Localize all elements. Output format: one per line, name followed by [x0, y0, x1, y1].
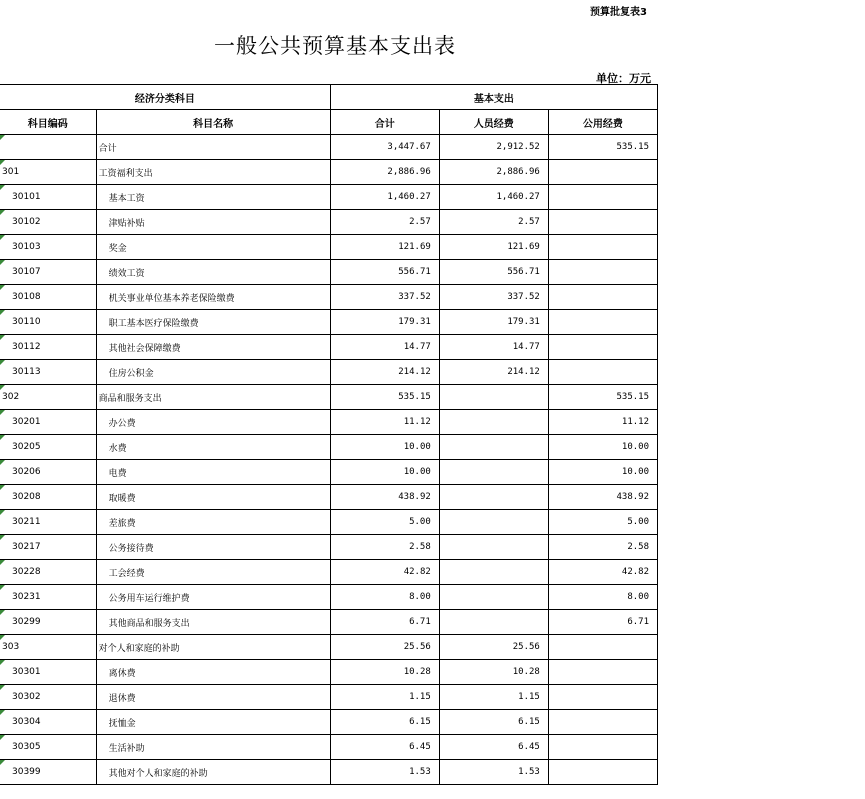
cell-total: 438.92 [330, 485, 439, 510]
basic-expense-header: 基本支出 [330, 85, 657, 110]
cell-name: 抚恤金 [96, 710, 330, 735]
cell-flag-icon [0, 710, 5, 715]
cell-personnel: 2.57 [439, 210, 548, 235]
cell-flag-icon [0, 510, 5, 515]
cell-personnel: 121.69 [439, 235, 548, 260]
cell-code [0, 510, 96, 535]
cell-total: 214.12 [330, 360, 439, 385]
cell-code [0, 685, 96, 710]
cell-code-text: 30201 [12, 417, 41, 427]
cell-code [0, 410, 96, 435]
cell-personnel: 6.15 [439, 710, 548, 735]
cell-name: 津贴补贴 [96, 210, 330, 235]
page-title: 一般公共预算基本支出表 [214, 34, 456, 58]
col-header-personnel: 人员经费 [439, 110, 548, 135]
cell-flag-icon [0, 635, 5, 640]
cell-public: 10.00 [548, 460, 657, 485]
table-row [0, 510, 658, 535]
cell-public [548, 185, 657, 210]
table-row [0, 260, 658, 285]
cell-personnel: 10.28 [439, 660, 548, 685]
cell-code [0, 235, 96, 260]
cell-personnel [439, 510, 548, 535]
cell-code [0, 185, 96, 210]
cell-public [548, 685, 657, 710]
cell-flag-icon [0, 385, 5, 390]
cell-flag-icon [0, 185, 5, 190]
cell-code [0, 435, 96, 460]
cell-public: 42.82 [548, 560, 657, 585]
cell-total: 14.77 [330, 335, 439, 360]
cell-personnel: 1.53 [439, 760, 548, 785]
cell-total: 337.52 [330, 285, 439, 310]
cell-code-text: 30305 [12, 742, 41, 752]
cell-public [548, 285, 657, 310]
cell-name: 生活补助 [96, 735, 330, 760]
cell-code [0, 710, 96, 735]
cell-code [0, 335, 96, 360]
cell-code [0, 135, 96, 160]
cell-total: 1.53 [330, 760, 439, 785]
table-row [0, 685, 658, 710]
cell-personnel: 1.15 [439, 685, 548, 710]
cell-public: 535.15 [548, 385, 657, 410]
cell-total: 10.00 [330, 460, 439, 485]
cell-public [548, 735, 657, 760]
table-number-label: 预算批复表3 [590, 7, 647, 18]
cell-code-text: 302 [2, 392, 20, 402]
cell-flag-icon [0, 535, 5, 540]
cell-code-text: 30113 [12, 367, 41, 377]
cell-personnel [439, 385, 548, 410]
table-row [0, 485, 658, 510]
cell-code [0, 585, 96, 610]
cell-personnel: 25.56 [439, 635, 548, 660]
cell-personnel: 2,886.96 [439, 160, 548, 185]
table-row [0, 710, 658, 735]
table-row [0, 660, 658, 685]
cell-code [0, 560, 96, 585]
table-row [0, 385, 658, 410]
cell-name: 其他社会保障缴费 [96, 335, 330, 360]
cell-public [548, 360, 657, 385]
cell-flag-icon [0, 735, 5, 740]
cell-code [0, 660, 96, 685]
cell-total: 11.12 [330, 410, 439, 435]
cell-code-text: 30304 [12, 717, 41, 727]
cell-total: 1,460.27 [330, 185, 439, 210]
cell-total: 2.58 [330, 535, 439, 560]
table-row [0, 560, 658, 585]
cell-name: 机关事业单位基本养老保险缴费 [96, 285, 330, 310]
table-row [0, 535, 658, 560]
cell-personnel: 179.31 [439, 310, 548, 335]
cell-total: 25.56 [330, 635, 439, 660]
cell-name: 奖金 [96, 235, 330, 260]
table-row [0, 310, 658, 335]
cell-code-text: 30228 [12, 567, 41, 577]
cell-code-text: 30231 [12, 592, 41, 602]
cell-personnel: 556.71 [439, 260, 548, 285]
cell-name: 其他对个人和家庭的补助 [96, 760, 330, 785]
cell-name: 退休费 [96, 685, 330, 710]
cell-total: 6.45 [330, 735, 439, 760]
cell-personnel: 6.45 [439, 735, 548, 760]
cell-personnel [439, 435, 548, 460]
cell-code-text: 30211 [12, 517, 41, 527]
cell-personnel [439, 610, 548, 635]
table-row [0, 160, 658, 185]
cell-flag-icon [0, 610, 5, 615]
budget-table [0, 84, 658, 785]
cell-name: 住房公积金 [96, 360, 330, 385]
cell-flag-icon [0, 660, 5, 665]
cell-code [0, 310, 96, 335]
cell-flag-icon [0, 485, 5, 490]
table-row [0, 435, 658, 460]
cell-code-text: 30108 [12, 292, 41, 302]
cell-flag-icon [0, 335, 5, 340]
cell-name: 工资福利支出 [96, 160, 330, 185]
cell-public: 11.12 [548, 410, 657, 435]
cell-total: 535.15 [330, 385, 439, 410]
col-header-public: 公用经费 [548, 110, 657, 135]
cell-total: 5.00 [330, 510, 439, 535]
cell-flag-icon [0, 410, 5, 415]
cell-total: 3,447.67 [330, 135, 439, 160]
col-header-total: 合计 [330, 110, 439, 135]
table-row [0, 760, 658, 785]
cell-code [0, 210, 96, 235]
cell-name: 合计 [96, 135, 330, 160]
table-row [0, 735, 658, 760]
cell-public [548, 310, 657, 335]
cell-code-text: 30299 [12, 617, 41, 627]
cell-flag-icon [0, 260, 5, 265]
cell-flag-icon [0, 460, 5, 465]
cell-code [0, 260, 96, 285]
cell-code-text: 303 [2, 642, 20, 652]
cell-total: 42.82 [330, 560, 439, 585]
cell-public: 8.00 [548, 585, 657, 610]
cell-name: 工会经费 [96, 560, 330, 585]
cell-flag-icon [0, 685, 5, 690]
cell-public [548, 160, 657, 185]
cell-code-text: 30110 [12, 317, 41, 327]
table-row [0, 610, 658, 635]
cell-personnel: 2,912.52 [439, 135, 548, 160]
cell-personnel [439, 535, 548, 560]
cell-name: 离休费 [96, 660, 330, 685]
cell-flag-icon [0, 360, 5, 365]
cell-public [548, 660, 657, 685]
cell-public: 10.00 [548, 435, 657, 460]
cell-code [0, 160, 96, 185]
cell-flag-icon [0, 210, 5, 215]
table-row [0, 185, 658, 210]
table-row [0, 235, 658, 260]
cell-public [548, 210, 657, 235]
cell-name: 公务用车运行维护费 [96, 585, 330, 610]
cell-code-text: 30205 [12, 442, 41, 452]
cell-public [548, 710, 657, 735]
cell-total: 8.00 [330, 585, 439, 610]
cell-total: 6.15 [330, 710, 439, 735]
cell-name: 办公费 [96, 410, 330, 435]
cell-name: 职工基本医疗保险缴费 [96, 310, 330, 335]
table-row [0, 285, 658, 310]
cell-public: 5.00 [548, 510, 657, 535]
cell-public [548, 760, 657, 785]
cell-code [0, 385, 96, 410]
cell-flag-icon [0, 760, 5, 765]
unit-label: 单位：万元 [596, 72, 651, 85]
cell-code-text: 30217 [12, 542, 41, 552]
cell-code-text: 30399 [12, 767, 41, 777]
cell-code [0, 360, 96, 385]
cell-name: 基本工资 [96, 185, 330, 210]
cell-public: 2.58 [548, 535, 657, 560]
cell-code-text: 30302 [12, 692, 41, 702]
cell-total: 6.71 [330, 610, 439, 635]
cell-code-text: 30102 [12, 217, 41, 227]
cell-total: 10.00 [330, 435, 439, 460]
cell-flag-icon [0, 235, 5, 240]
cell-personnel [439, 585, 548, 610]
table-row [0, 210, 658, 235]
cell-code-text: 30301 [12, 667, 41, 677]
col-header-code: 科目编码 [0, 110, 96, 135]
table-row [0, 135, 658, 160]
cell-public: 535.15 [548, 135, 657, 160]
cell-code-text: 30206 [12, 467, 41, 477]
cell-name: 绩效工资 [96, 260, 330, 285]
cell-name: 商品和服务支出 [96, 385, 330, 410]
table-row [0, 460, 658, 485]
cell-code-text: 30103 [12, 242, 41, 252]
cell-total: 10.28 [330, 660, 439, 685]
cell-name: 电费 [96, 460, 330, 485]
cell-personnel: 14.77 [439, 335, 548, 360]
cell-code-text: 30107 [12, 267, 41, 277]
table-row [0, 335, 658, 360]
econ-class-header: 经济分类科目 [0, 85, 330, 110]
table-row [0, 360, 658, 385]
cell-code [0, 460, 96, 485]
cell-code-text: 30208 [12, 492, 41, 502]
cell-total: 2.57 [330, 210, 439, 235]
cell-flag-icon [0, 135, 5, 140]
cell-flag-icon [0, 585, 5, 590]
cell-name: 取暖费 [96, 485, 330, 510]
cell-total: 556.71 [330, 260, 439, 285]
cell-flag-icon [0, 310, 5, 315]
cell-code [0, 285, 96, 310]
cell-public [548, 635, 657, 660]
cell-public: 438.92 [548, 485, 657, 510]
table-body [0, 135, 658, 785]
cell-personnel [439, 460, 548, 485]
cell-name: 差旅费 [96, 510, 330, 535]
cell-code-text: 30112 [12, 342, 41, 352]
cell-personnel [439, 485, 548, 510]
cell-public [548, 335, 657, 360]
cell-personnel [439, 560, 548, 585]
cell-flag-icon [0, 560, 5, 565]
cell-flag-icon [0, 435, 5, 440]
cell-name: 其他商品和服务支出 [96, 610, 330, 635]
table-row [0, 585, 658, 610]
cell-code [0, 760, 96, 785]
cell-public [548, 235, 657, 260]
cell-personnel: 214.12 [439, 360, 548, 385]
col-header-name: 科目名称 [96, 110, 330, 135]
cell-total: 1.15 [330, 685, 439, 710]
table-row [0, 410, 658, 435]
cell-public: 6.71 [548, 610, 657, 635]
cell-code [0, 535, 96, 560]
cell-name: 水费 [96, 435, 330, 460]
cell-code [0, 735, 96, 760]
cell-total: 179.31 [330, 310, 439, 335]
table-row [0, 635, 658, 660]
cell-total: 121.69 [330, 235, 439, 260]
cell-flag-icon [0, 285, 5, 290]
cell-public [548, 260, 657, 285]
cell-code-text: 30101 [12, 192, 41, 202]
cell-name: 对个人和家庭的补助 [96, 635, 330, 660]
cell-personnel: 337.52 [439, 285, 548, 310]
cell-flag-icon [0, 160, 5, 165]
cell-personnel: 1,460.27 [439, 185, 548, 210]
cell-code [0, 485, 96, 510]
cell-code [0, 635, 96, 660]
cell-code-text: 301 [2, 167, 20, 177]
cell-name: 公务接待费 [96, 535, 330, 560]
cell-personnel [439, 410, 548, 435]
cell-total: 2,886.96 [330, 160, 439, 185]
cell-code [0, 610, 96, 635]
